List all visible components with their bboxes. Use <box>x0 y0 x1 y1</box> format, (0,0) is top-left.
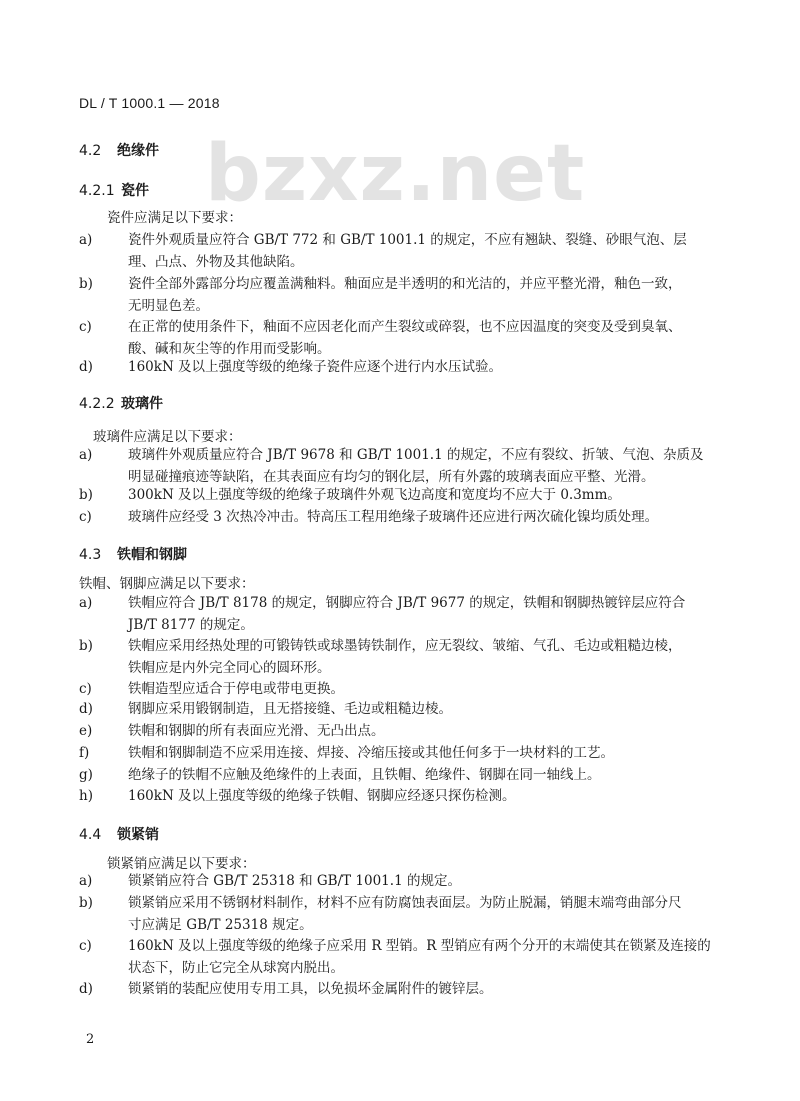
item-text-line: 160kN 及以上强度等级的绝缘子应采用 R 型销。R 型销应有两个分开的末端使其在锁紧及连接的 <box>128 938 711 954</box>
watermark: bzxz.net <box>205 129 586 219</box>
item-text-line: 理、凸点、外物及其他缺陷。 <box>128 254 304 270</box>
item-text-line: 钢脚应采用锻钢制造，且无搭接缝、毛边或粗糙边棱。 <box>128 701 452 717</box>
heading-4-2-1 <box>79 180 149 200</box>
item-marker: c) <box>79 319 92 335</box>
item-marker: a) <box>79 447 93 463</box>
heading-number: 4.2.2 <box>79 396 115 412</box>
item-text-line: 寸应满足 GB/T 25318 规定。 <box>128 917 313 933</box>
heading-number: 4.2.1 <box>79 183 115 199</box>
item-text-line: 铁帽应符合 JB/T 8178 的规定，钢脚应符合 JB/T 9677 的规定，铁帽和钢脚热镀锌层应符合 <box>128 595 686 611</box>
section-intro: 瓷件应满足以下要求： <box>107 210 242 226</box>
heading-title: 瓷件 <box>121 183 149 199</box>
item-marker: d) <box>79 701 93 717</box>
item-marker: g) <box>79 767 93 783</box>
heading-title: 锁紧销 <box>117 827 159 843</box>
item-marker: d) <box>79 359 93 375</box>
item-marker: a) <box>79 873 93 889</box>
item-marker: a) <box>79 595 93 611</box>
item-marker: d) <box>79 981 93 997</box>
item-text-line: 铁帽应采用经热处理的可锻铸铁或球墨铸铁制作，应无裂纹、皱缩、气孔、毛边或粗糙边棱， <box>128 638 682 654</box>
item-text-line: JB/T 8177 的规定。 <box>128 617 254 633</box>
heading-number: 4.2 <box>79 143 102 159</box>
heading-4-4 <box>79 824 159 844</box>
item-text-line: 玻璃件外观质量应符合 JB/T 9678 和 GB/T 1001.1 的规定，不应有裂纹、折皱、气泡、杂质及 <box>128 447 704 463</box>
item-text-line: 锁紧销的装配应使用专用工具，以免损坏金属附件的镀锌层。 <box>128 981 493 997</box>
item-marker: b) <box>79 276 93 292</box>
item-marker: f) <box>79 745 90 761</box>
heading-title: 玻璃件 <box>121 396 163 412</box>
heading-4-2 <box>79 140 159 160</box>
item-text-line: 绝缘子的铁帽不应触及绝缘件的上表面，且铁帽、绝缘件、钢脚在同一轴线上。 <box>128 767 601 783</box>
item-text-line: 无明显色差。 <box>128 298 209 314</box>
heading-number: 4.3 <box>79 547 102 563</box>
heading-title: 铁帽和钢脚 <box>117 547 187 563</box>
item-marker: c) <box>79 509 92 525</box>
heading-4-3 <box>79 544 187 564</box>
item-text-line: 瓷件全部外露部分均应覆盖满釉料。釉面应是半透明的和光洁的，并应平整光滑，釉色一致， <box>128 276 682 292</box>
item-text-line: 铁帽和钢脚制造不应采用连接、焊接、冷缩压接或其他任何多于一块材料的工艺。 <box>128 745 614 761</box>
item-marker: b) <box>79 487 93 503</box>
item-marker: h) <box>79 788 93 804</box>
section-intro: 铁帽、钢脚应满足以下要求： <box>79 576 255 592</box>
item-text-line: 铁帽和钢脚的所有表面应光滑、无凸出点。 <box>128 723 385 739</box>
item-text-line: 明显碰撞痕迹等缺陷，在其表面应有均匀的钢化层，所有外露的玻璃表面应平整、光滑。 <box>128 469 655 485</box>
item-text-line: 铁帽造型应适合于停电或带电更换。 <box>128 681 344 697</box>
item-text-line: 状态下，防止它完全从球窝内脱出。 <box>128 960 344 976</box>
item-marker: b) <box>79 638 93 654</box>
page-number: 2 <box>86 1032 95 1047</box>
item-text-line: 瓷件外观质量应符合 GB/T 772 和 GB/T 1001.1 的规定，不应有翘缺、裂缝、砂眼气泡、层 <box>128 232 687 248</box>
item-text-line: 锁紧销应采用不锈钢材料制作，材料不应有防腐蚀表面层。为防止脱漏，销腿末端弯曲部分尺 <box>128 895 682 911</box>
heading-number: 4.4 <box>79 827 102 843</box>
item-text-line: 铁帽应是内外完全同心的圆环形。 <box>128 660 331 676</box>
item-marker: c) <box>79 681 92 697</box>
heading-4-2-2 <box>79 393 163 413</box>
item-marker: b) <box>79 895 93 911</box>
section-intro: 玻璃件应满足以下要求： <box>93 429 242 445</box>
section-intro: 锁紧销应满足以下要求： <box>107 856 256 872</box>
item-text-line: 在正常的使用条件下，釉面不应因老化而产生裂纹或碎裂，也不应因温度的突变及受到臭氧、 <box>128 319 682 335</box>
heading-title: 绝缘件 <box>117 143 159 159</box>
item-marker: c) <box>79 938 92 954</box>
item-text-line: 160kN 及以上强度等级的绝缘子铁帽、钢脚应经逐只探伤检测。 <box>128 788 516 804</box>
item-marker: a) <box>79 232 93 248</box>
item-text-line: 300kN 及以上强度等级的绝缘子玻璃件外观飞边高度和宽度均不应大于 0.3mm。 <box>128 487 621 503</box>
item-text-line: 玻璃件应经受 3 次热冷冲击。特高压工程用绝缘子玻璃件还应进行两次硫化镍均质处理。 <box>128 509 659 525</box>
item-text-line: 160kN 及以上强度等级的绝缘子瓷件应逐个进行内水压试验。 <box>128 359 503 375</box>
item-text-line: 酸、碱和灰尘等的作用而受影响。 <box>128 341 331 357</box>
item-text-line: 锁紧销应符合 GB/T 25318 和 GB/T 1001.1 的规定。 <box>128 873 461 889</box>
standard-code: DL / T 1000.1 — 2018 <box>79 95 220 111</box>
item-marker: e) <box>79 723 93 739</box>
